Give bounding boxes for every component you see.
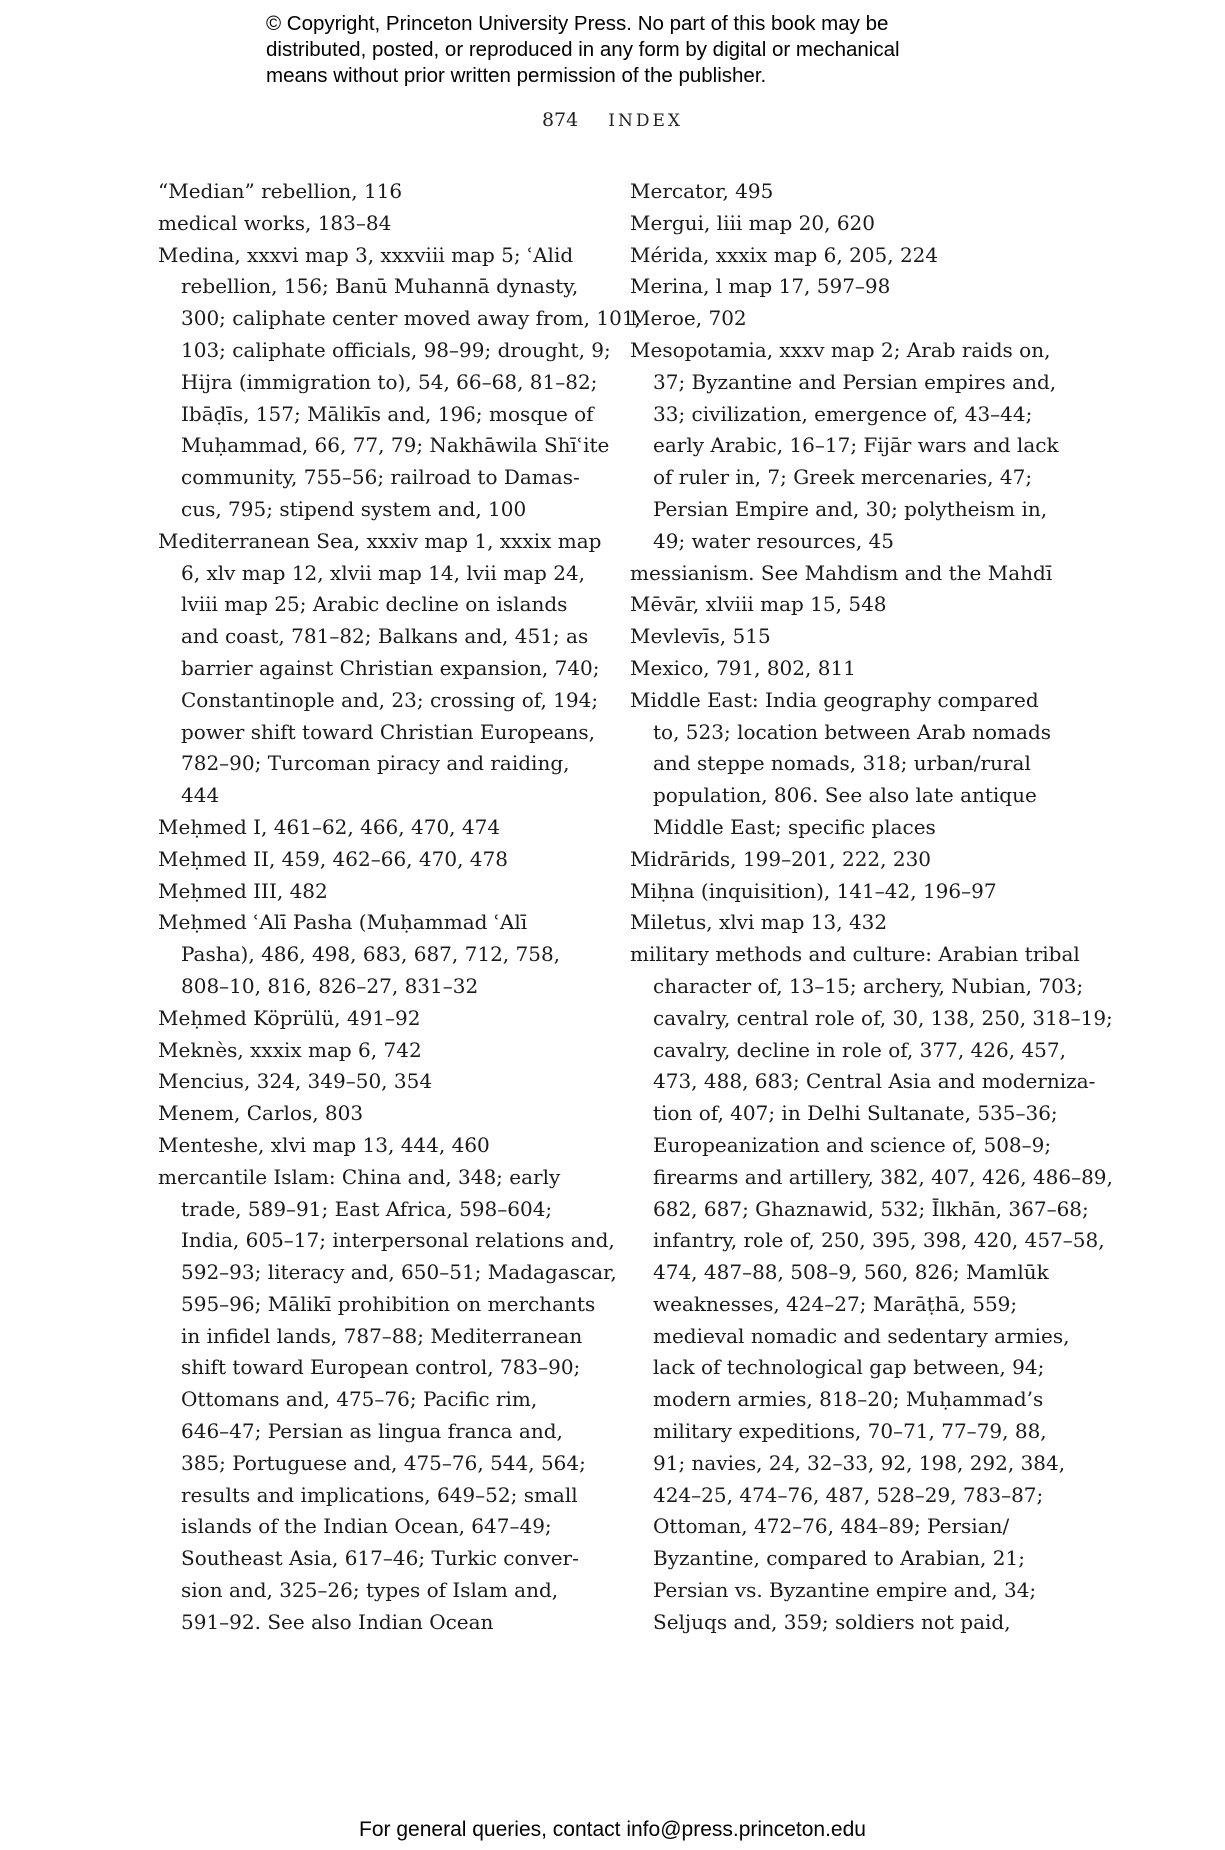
index-entry-continuation: to, 523; location between Arab nomads — [653, 719, 1052, 744]
index-entry: Mesopotamia, xxxv map 2; Arab raids on, — [630, 337, 1051, 362]
copyright-line: means without prior written permission of the publisher. — [266, 64, 767, 87]
index-entry-continuation: in infidel lands, 787–88; Mediterranean — [181, 1323, 583, 1348]
index-entry: Mediterranean Sea, xxxiv map 1, xxxix map — [158, 528, 602, 553]
index-entry: messianism. See Mahdism and the Mahdī — [630, 560, 1053, 585]
index-entry: Meknès, xxxix map 6, 742 — [158, 1037, 422, 1062]
index-entry-continuation: Persian Empire and, 30; polytheism in, — [653, 496, 1048, 521]
index-entry-continuation: 6, xlv map 12, xlvii map 14, lvii map 24, — [181, 560, 586, 585]
index-entry-continuation: cus, 795; stipend system and, 100 — [181, 496, 527, 521]
index-entry: Meḥmed III, 482 — [158, 878, 328, 903]
index-entry: Miletus, xlvi map 13, 432 — [630, 910, 888, 935]
index-entry: Mercator, 495 — [630, 179, 774, 203]
index-entry-continuation: 103; caliphate officials, 98–99; drought, 9; — [181, 337, 611, 362]
index-entry: Menem, Carlos, 803 — [158, 1101, 364, 1126]
index-entry-continuation: 682, 687; Ghaznawid, 532; Īlkhān, 367–68; — [653, 1196, 1089, 1221]
index-entry-continuation: of ruler in, 7; Greek mercenaries, 47; — [653, 465, 1033, 490]
index-entry-continuation: trade, 589–91; East Africa, 598–604; — [181, 1196, 553, 1221]
index-entry-continuation: community, 755–56; railroad to Damas- — [181, 465, 580, 490]
index-entry: military methods and culture: Arabian tribal — [630, 942, 1080, 967]
index-entry-continuation: barrier against Christian expansion, 740; — [181, 655, 600, 680]
index-entry-continuation: 592–93; literacy and, 650–51; Madagascar, — [181, 1260, 617, 1285]
index-entry: Meḥmed II, 459, 462–66, 470, 478 — [158, 846, 508, 871]
index-entry: Middle East: India geography compared — [630, 687, 1039, 712]
index-entry-continuation: 444 — [181, 783, 220, 808]
index-entry-continuation: lack of technological gap between, 94; — [653, 1355, 1045, 1380]
index-entry-continuation: sion and, 325–26; types of Islam and, — [181, 1578, 559, 1603]
index-entry-continuation: cavalry, decline in role of, 377, 426, 457, — [653, 1037, 1066, 1062]
index-entry-continuation: military expeditions, 70–71, 77–79, 88, — [653, 1419, 1047, 1444]
index-entry-continuation: firearms and artillery, 382, 407, 426, 486–89, — [653, 1164, 1113, 1189]
index-entry-continuation: and coast, 781–82; Balkans and, 451; as — [181, 624, 589, 649]
index-entry-continuation: 300; caliphate center moved away from, 101, — [181, 306, 641, 331]
index-entry-continuation: and steppe nomads, 318; urban/rural — [653, 751, 1031, 776]
index-entry-continuation: islands of the Indian Ocean, 647–49; — [181, 1514, 552, 1539]
index-entry-continuation: cavalry, central role of, 30, 138, 250, 318–19; — [653, 1005, 1113, 1030]
index-entry: Midrārids, 199–201, 222, 230 — [630, 846, 932, 871]
index-entry-continuation: 473, 488, 683; Central Asia and moderniza- — [653, 1069, 1096, 1094]
index-entry-continuation: 91; navies, 24, 32–33, 92, 198, 292, 384, — [653, 1450, 1066, 1475]
index-entry-continuation: 49; water resources, 45 — [653, 528, 894, 553]
index-entry: mercantile Islam: China and, 348; early — [158, 1164, 561, 1189]
index-entry-continuation: Ottomans and, 475–76; Pacific rim, — [181, 1387, 538, 1412]
copyright-notice — [266, 11, 1026, 89]
index-entry-continuation: 808–10, 816, 826–27, 831–32 — [181, 973, 479, 998]
index-entry-continuation: early Arabic, 16–17; Fijār wars and lack — [653, 433, 1059, 458]
index-entry-continuation: modern armies, 818–20; Muḥammad’s — [653, 1387, 1044, 1412]
index-entry-continuation: Muḥammad, 66, 77, 79; Nakhāwila Shīʿite — [181, 433, 610, 458]
index-column-right — [630, 176, 1113, 1639]
index-entry-continuation: 782–90; Turcoman piracy and raiding, — [181, 751, 570, 776]
index-entry: Meḥmed Köprülü, 491–92 — [158, 1005, 421, 1030]
index-entry: Mevlevīs, 515 — [630, 624, 771, 649]
index-entry-continuation: weaknesses, 424–27; Marāṭhā, 559; — [653, 1291, 1018, 1316]
section-title: INDEX — [608, 111, 684, 131]
index-entry: Mencius, 324, 349–50, 354 — [158, 1069, 433, 1094]
index-entry-continuation: Hijra (immigration to), 54, 66–68, 81–82; — [181, 369, 598, 394]
index-entry-continuation: Constantinople and, 23; crossing of, 194; — [181, 687, 599, 712]
index-entry-continuation: infantry, role of, 250, 395, 398, 420, 457–58, — [653, 1228, 1105, 1253]
index-entry: Mexico, 791, 802, 811 — [630, 655, 856, 680]
page-number: 874 — [541, 109, 579, 131]
copyright-line: distributed, posted, or reproduced in any form by digital or mechanical — [266, 38, 900, 61]
index-entry: Menteshe, xlvi map 13, 444, 460 — [158, 1132, 490, 1157]
index-entry: Mérida, xxxix map 6, 205, 224 — [630, 242, 939, 267]
index-entry: Merina, l map 17, 597–98 — [630, 274, 891, 299]
index-entry-continuation: Southeast Asia, 617–46; Turkic conver- — [181, 1546, 579, 1571]
index-column-left — [158, 176, 641, 1639]
copyright-line: © Copyright, Princeton University Press. No part of this book may be — [266, 12, 889, 35]
index-entry: Meroe, 702 — [630, 306, 747, 331]
index-entry-continuation: Middle East; specific places — [653, 814, 936, 839]
index-entry: Mēvār, xlviii map 15, 548 — [630, 592, 887, 617]
index-entry-continuation: 424–25, 474–76, 487, 528–29, 783–87; — [653, 1482, 1044, 1507]
index-entry-continuation: Byzantine, compared to Arabian, 21; — [653, 1546, 1025, 1571]
index-entry: “Median” rebellion, 116 — [158, 179, 403, 203]
index-entry: Meḥmed I, 461–62, 466, 470, 474 — [158, 814, 501, 839]
index-entry-continuation: power shift toward Christian Europeans, — [181, 719, 596, 744]
index-entry: medical works, 183–84 — [158, 210, 392, 235]
index-entry-continuation: population, 806. See also late antique — [653, 783, 1037, 808]
index-entry-continuation: 37; Byzantine and Persian empires and, — [653, 369, 1057, 394]
index-entry-continuation: lviii map 25; Arabic decline on islands — [181, 592, 568, 617]
index-entry: Medina, xxxvi map 3, xxxviii map 5; ʿAlid — [158, 242, 574, 267]
index-entry-continuation: Europeanization and science of, 508–9; — [653, 1132, 1052, 1157]
index-entry-continuation: 591–92. See also Indian Ocean — [181, 1609, 494, 1634]
index-entry-continuation: character of, 13–15; archery, Nubian, 703; — [653, 973, 1084, 998]
index-entry-continuation: Pasha), 486, 498, 683, 687, 712, 758, — [181, 942, 561, 967]
index-entry-continuation: medieval nomadic and sedentary armies, — [653, 1323, 1070, 1348]
index-entry-continuation: shift toward European control, 783–90; — [181, 1355, 581, 1380]
index-entry: Mergui, liii map 20, 620 — [630, 210, 875, 235]
index-entry-continuation: Seljuqs and, 359; soldiers not paid, — [653, 1609, 1011, 1634]
index-entry-continuation: rebellion, 156; Banū Muhannā dynasty, — [181, 274, 579, 299]
index-entry-continuation: 595–96; Mālikī prohibition on merchants — [181, 1291, 596, 1316]
index-entry-continuation: 646–47; Persian as lingua franca and, — [181, 1419, 563, 1444]
running-head — [0, 109, 1225, 131]
index-entry-continuation: 474, 487–88, 508–9, 560, 826; Mamlūk — [653, 1260, 1049, 1285]
index-entry-continuation: Ottoman, 472–76, 484–89; Persian/ — [653, 1514, 1010, 1539]
index-entry-continuation: results and implications, 649–52; small — [181, 1482, 578, 1507]
index-entry: Miḥna (inquisition), 141–42, 196–97 — [630, 878, 997, 903]
index-entry-continuation: Persian vs. Byzantine empire and, 34; — [653, 1578, 1037, 1603]
index-entry-continuation: tion of, 407; in Delhi Sultanate, 535–36; — [653, 1101, 1058, 1126]
index-entry-continuation: 385; Portuguese and, 475–76, 544, 564; — [181, 1450, 586, 1475]
index-entry-continuation: India, 605–17; interpersonal relations and, — [181, 1228, 615, 1253]
footer-contact: For general queries, contact info@press.princeton.edu — [359, 1818, 866, 1841]
index-entry-continuation: Ibāḍīs, 157; Mālikīs and, 196; mosque of — [181, 401, 594, 426]
index-entry: Meḥmed ʿAlī Pasha (Muḥammad ʿAlī — [158, 910, 528, 935]
index-entry-continuation: 33; civilization, emergence of, 43–44; — [653, 401, 1033, 426]
